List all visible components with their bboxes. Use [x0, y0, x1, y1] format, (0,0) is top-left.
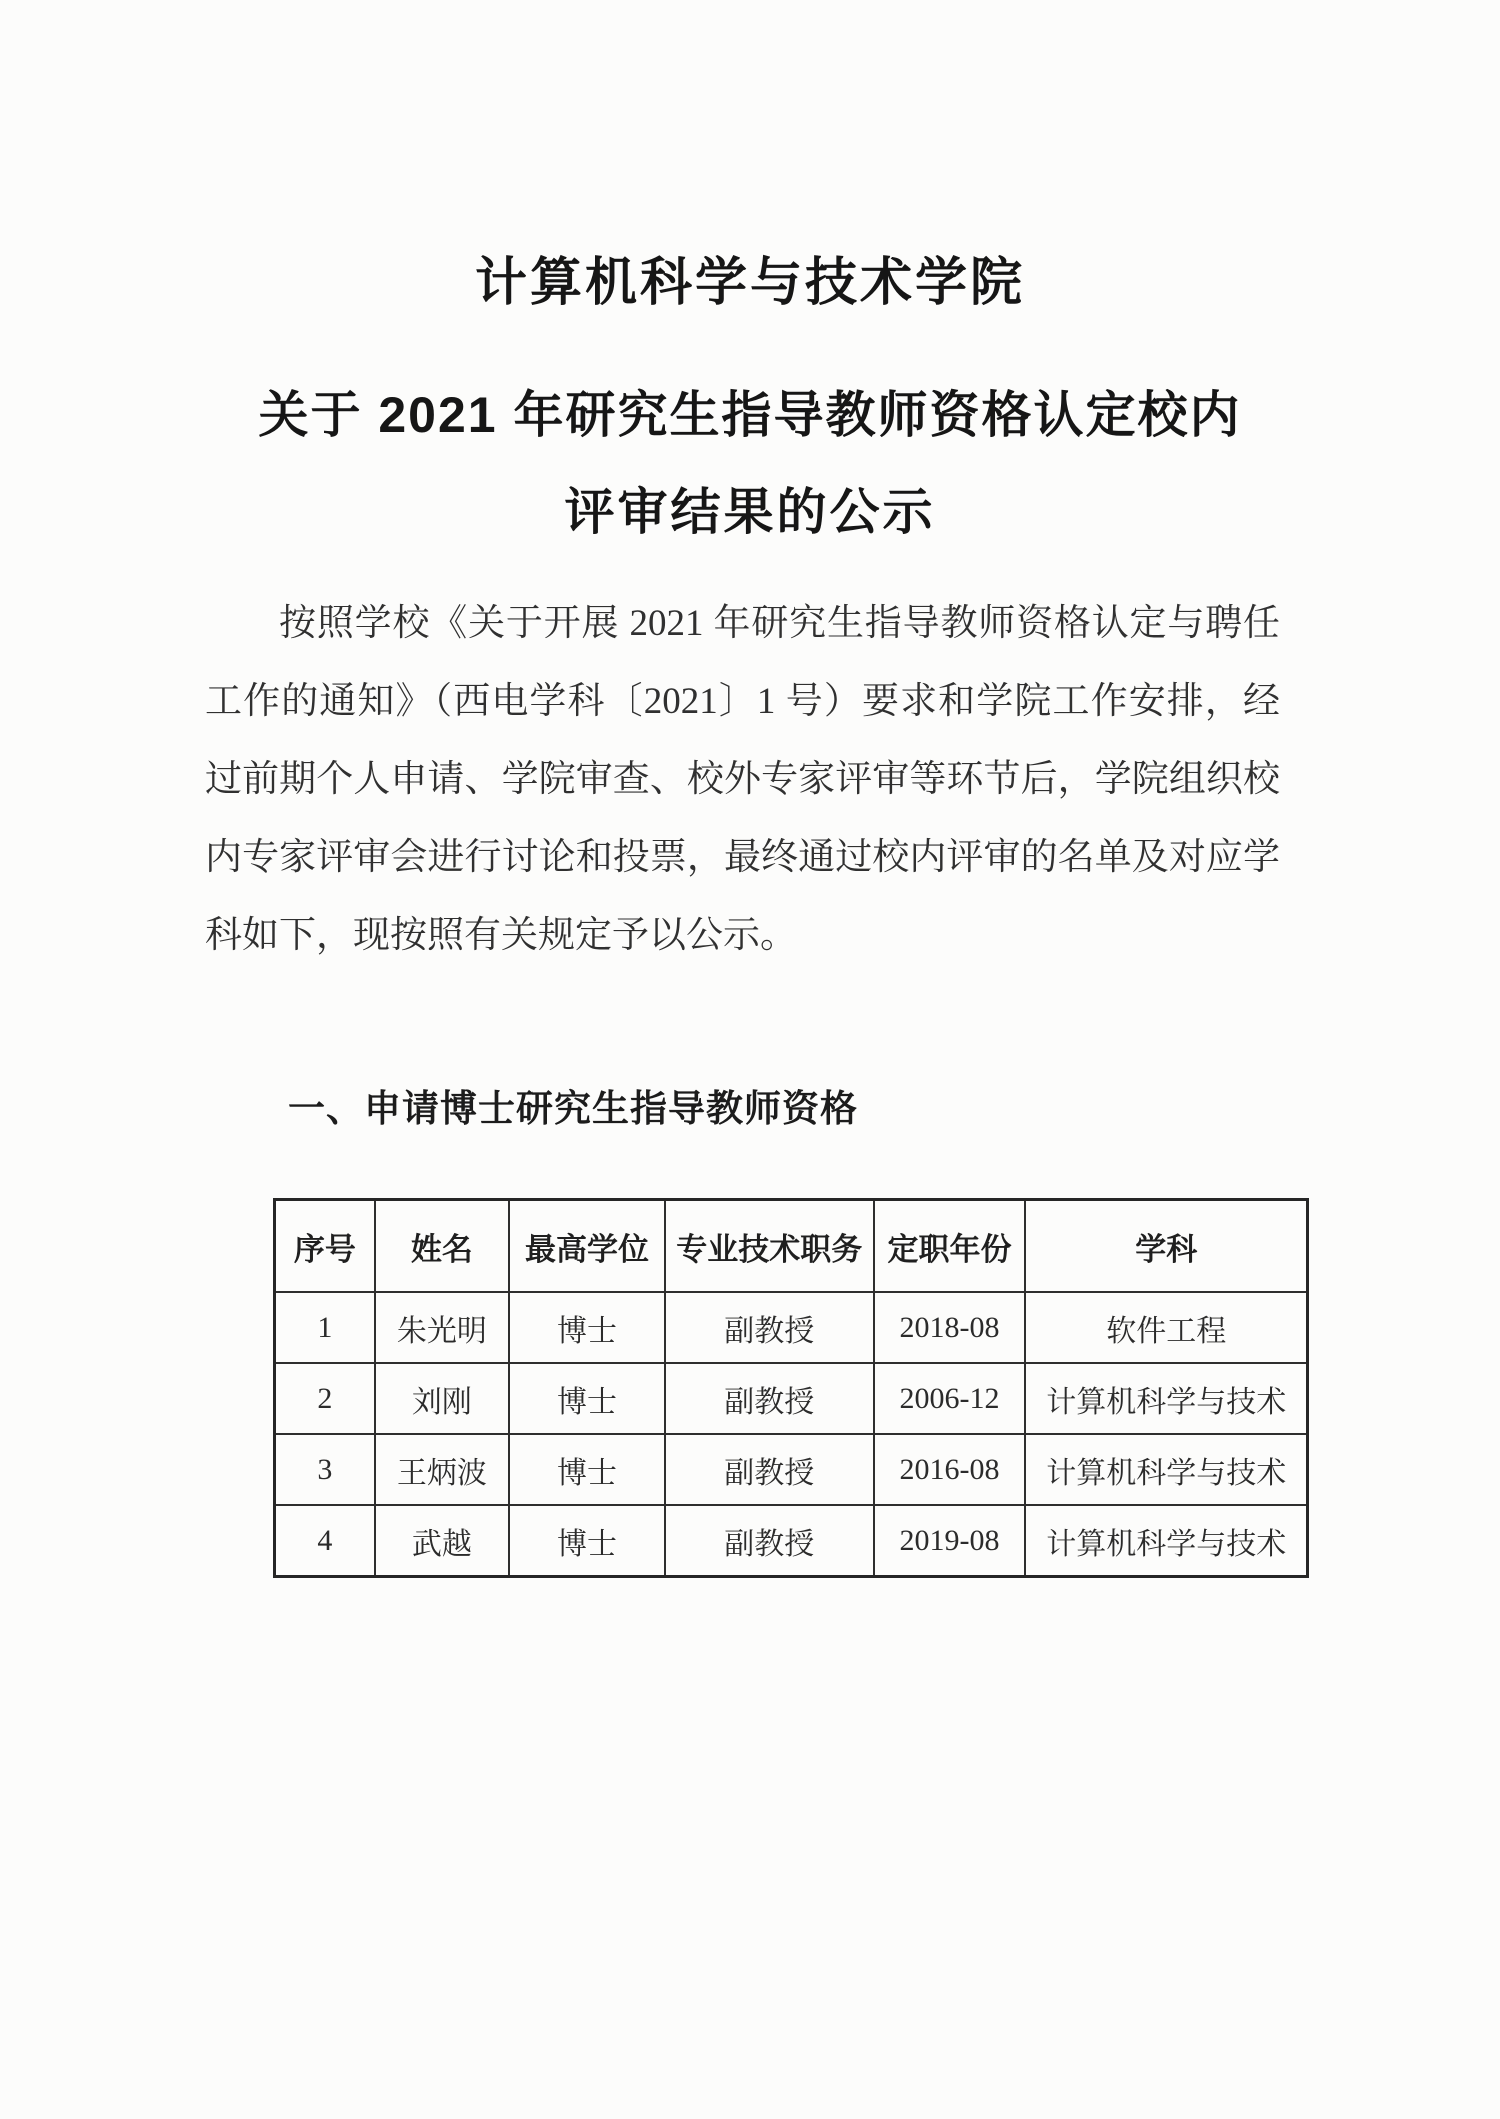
cell-professional-title: 副教授 — [665, 1505, 874, 1577]
cell-professional-title: 副教授 — [665, 1434, 874, 1505]
cell-appointment-year: 2016-08 — [874, 1434, 1026, 1505]
cell-name: 朱光明 — [375, 1292, 509, 1363]
header-highest-degree: 最高学位 — [509, 1200, 665, 1293]
notice-title-line1: 关于 2021 年研究生指导教师资格认定校内 — [258, 387, 1242, 443]
notice-title-line2: 评审结果的公示 — [564, 484, 936, 540]
table-row — [275, 1292, 1308, 1363]
cell-name: 武越 — [375, 1505, 509, 1577]
cell-highest-degree: 博士 — [509, 1363, 665, 1434]
cell-appointment-year: 2018-08 — [874, 1292, 1026, 1363]
cell-highest-degree: 博士 — [509, 1434, 665, 1505]
table-row — [275, 1363, 1308, 1434]
cell-professional-title: 副教授 — [665, 1363, 874, 1434]
header-discipline: 学科 — [1025, 1200, 1307, 1293]
table-row — [275, 1505, 1308, 1577]
cell-serial-number: 2 — [275, 1363, 375, 1434]
cell-name: 刘刚 — [375, 1363, 509, 1434]
cell-discipline: 计算机科学与技术 — [1025, 1363, 1307, 1434]
header-professional-title: 专业技术职务 — [665, 1200, 874, 1293]
cell-discipline: 计算机科学与技术 — [1025, 1434, 1307, 1505]
notice-body-paragraph: 按照学校《关于开展 2021 年研究生指导教师资格认定与聘任工作的通知》（西电学科〔2021〕1 号）要求和学院工作安排，经过前期个人申请、学院审查、校外专家评审等环节后，学院组织校内专家评审会进行讨论和投票，最终通过校内评审的名单及对应学科如下，现按照有关规定予以公示。 — [205, 603, 1280, 956]
cell-highest-degree: 博士 — [509, 1505, 665, 1577]
cell-professional-title: 副教授 — [665, 1292, 874, 1363]
table-row — [275, 1434, 1308, 1505]
cell-appointment-year: 2006-12 — [874, 1363, 1026, 1434]
cell-highest-degree: 博士 — [509, 1292, 665, 1363]
cell-serial-number: 4 — [275, 1505, 375, 1577]
section-heading-doctoral-advisors: 一、申请博士研究生指导教师资格 — [288, 1088, 858, 1129]
cell-appointment-year: 2019-08 — [874, 1505, 1026, 1577]
cell-discipline: 计算机科学与技术 — [1025, 1505, 1307, 1577]
cell-serial-number: 1 — [275, 1292, 375, 1363]
cell-serial-number: 3 — [275, 1434, 375, 1505]
header-name: 姓名 — [375, 1200, 509, 1293]
cell-discipline: 软件工程 — [1025, 1292, 1307, 1363]
header-serial-number: 序号 — [275, 1200, 375, 1293]
cell-name: 王炳波 — [375, 1434, 509, 1505]
table-header-row — [275, 1200, 1308, 1293]
review-result-table — [273, 1198, 1309, 1578]
header-appointment-year: 定职年份 — [874, 1200, 1026, 1293]
organization-title: 计算机科学与技术学院 — [474, 254, 1025, 312]
